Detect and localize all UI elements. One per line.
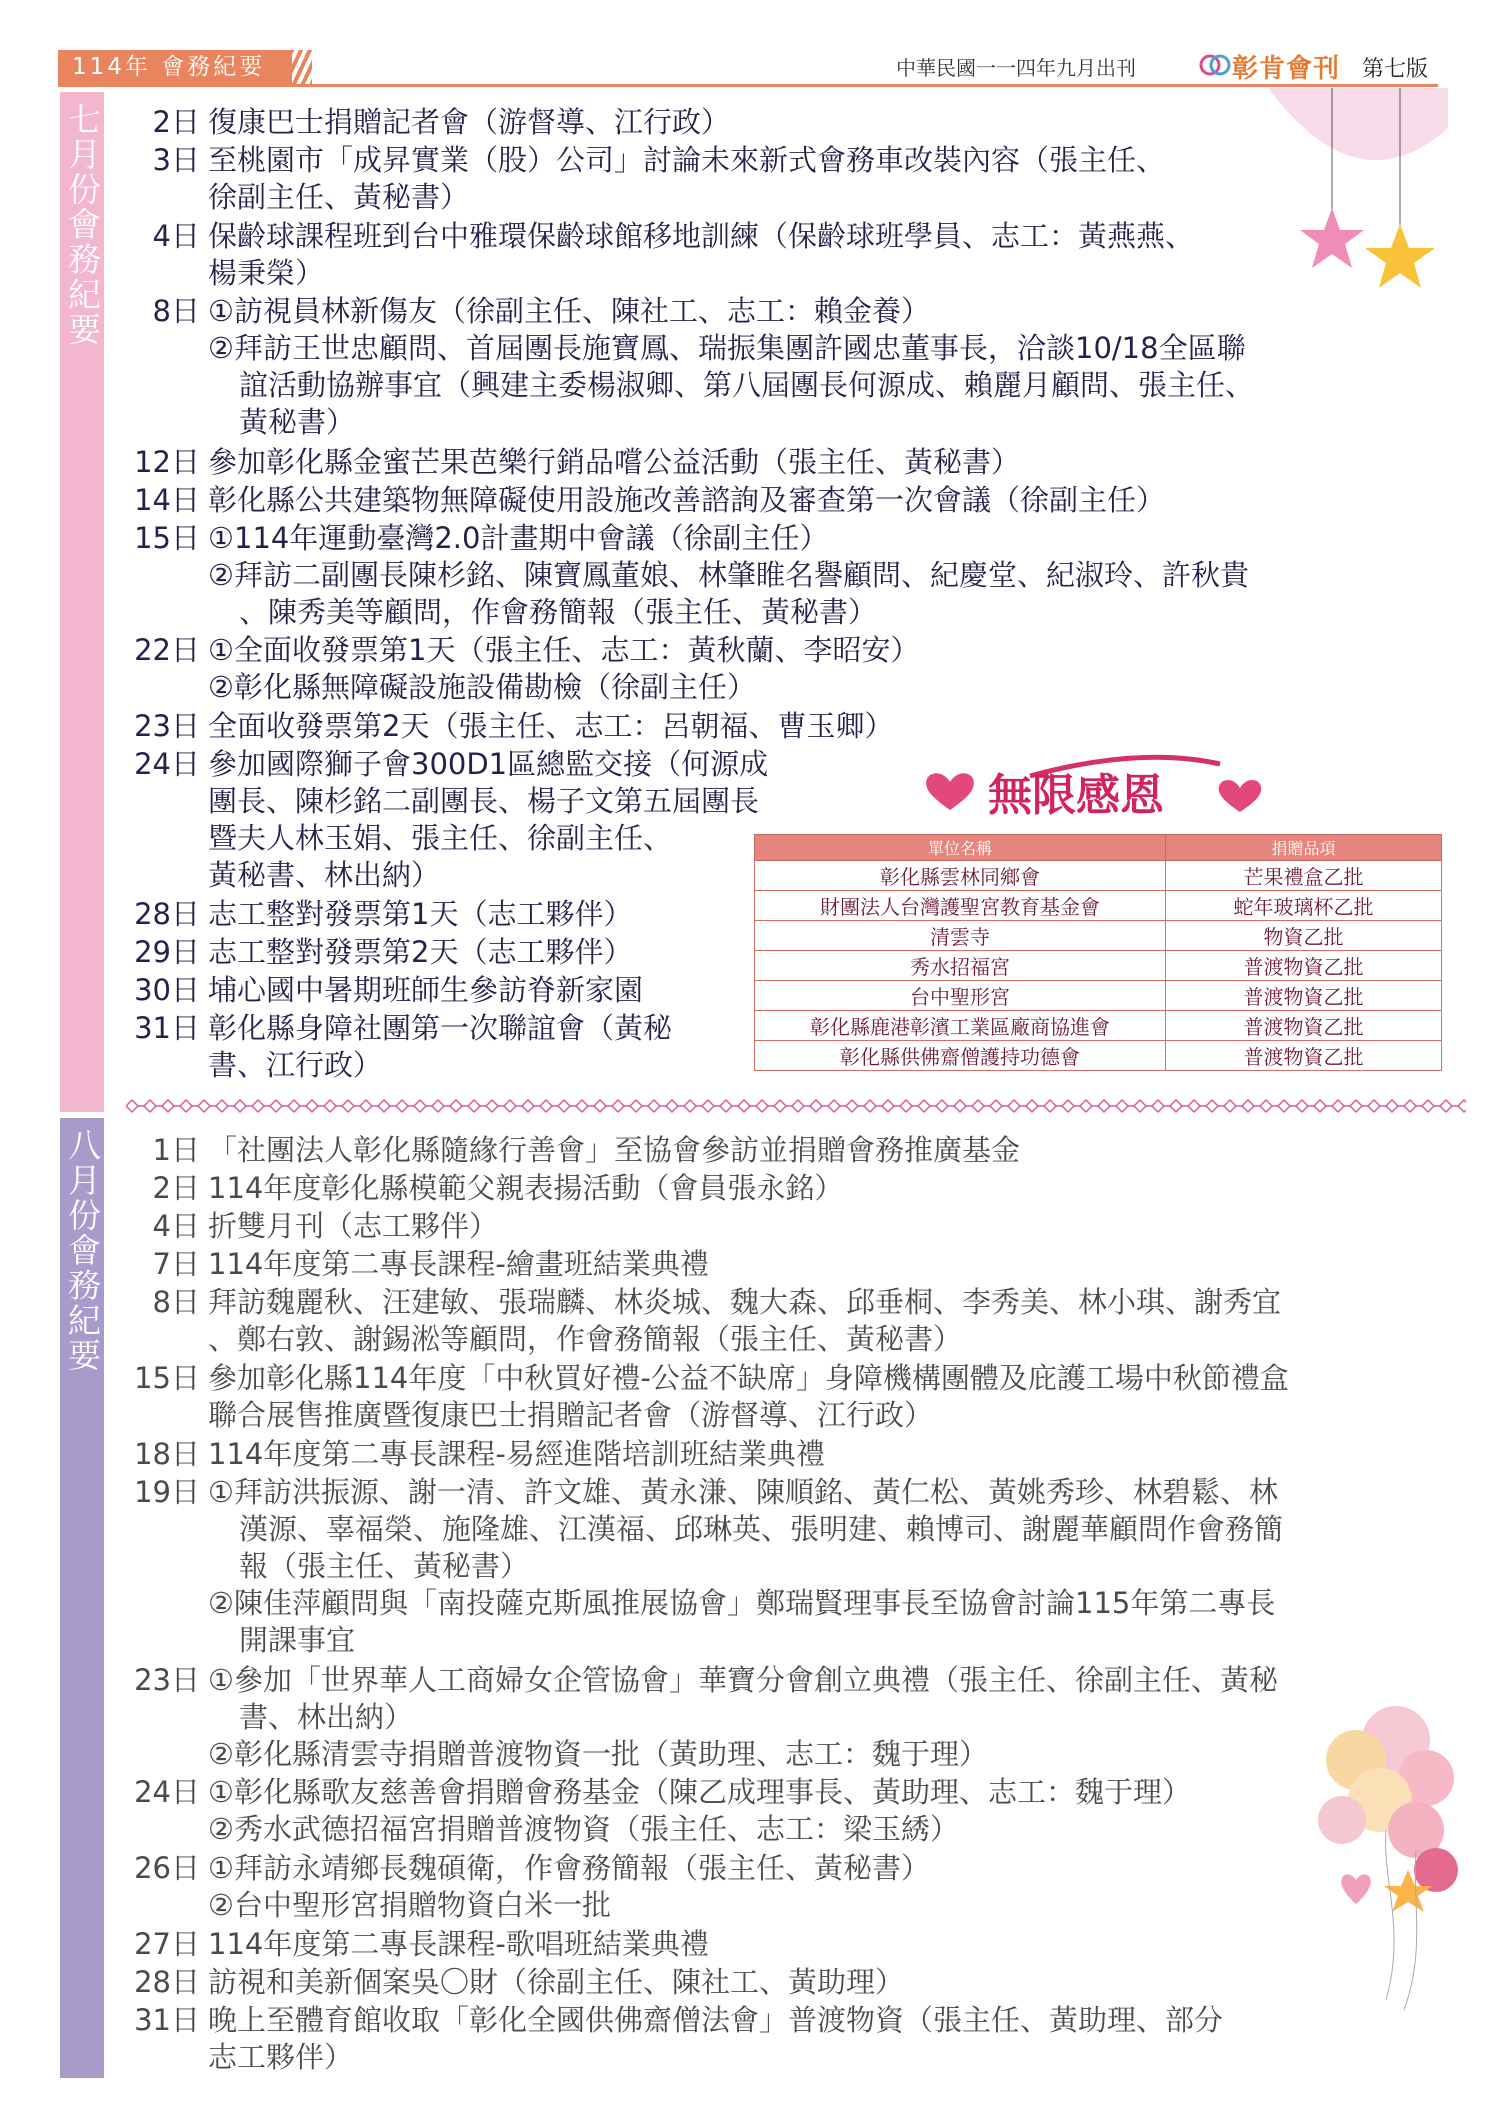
divider-diamond [306,1100,318,1112]
divider-diamond [756,1100,768,1112]
page-number: 第七版 [1362,57,1429,82]
entry-day: 26日 [134,1851,200,1885]
entry-day: 31日 [134,2003,200,2037]
entry-text: ①拜訪永靖鄉長魏碩衛，作會務簡報（張主任、黃秘書） ②台中聖形宮捐贈物資白米一批 [208,1851,930,1922]
table-row: 彰化縣鹿港彰濱工業區廠商協進會 普渡物資乙批 [755,1011,1442,1041]
entry-day: 31日 [134,1011,200,1045]
entry-text: 復康巴士捐贈記者會（游督導、江行政） [208,105,731,139]
entry-text: 114年度第二專長課程-易經進階培訓班結業典禮 [208,1437,825,1471]
divider-diamond [1008,1100,1020,1112]
star-decoration-icon [1248,88,1448,288]
entry-day: 28日 [134,897,200,931]
divider-diamond [1116,1100,1128,1112]
issue-date: 中華民國一一四年九月出刊 [896,56,1136,80]
section-tag: 114年 會務紀要 [58,50,292,84]
august-side-bar [60,1118,104,2078]
entry-day: 15日 [134,1361,200,1395]
divider-diamond [630,1100,642,1112]
divider-diamond [1458,1100,1466,1112]
publication-name: 彰肯會刊 [1232,54,1341,84]
divider-diamond [432,1100,444,1112]
entry-text: 114年度第二專長課程-歌唱班結業典禮 [208,1927,709,1961]
divider-diamond [1440,1100,1452,1112]
entry-text: 114年度彰化縣模範父親表揚活動（會員張永銘） [208,1171,844,1205]
entry-day: 1日 [152,1133,200,1167]
entry-text: 彰化縣身障社團第一次聯誼會（黃秘 書、江行政） [208,1011,673,1082]
entry-text: ①彰化縣歌友慈善會捐贈會務基金（陳乙成理事長、黃助理、志工：魏于理） ②秀水武德招福宮捐贈普渡物資（張主任、志工：梁玉綉） [208,1775,1191,1846]
divider-diamond [1278,1100,1290,1112]
divider-diamond [1404,1100,1416,1112]
divider-diamond [342,1100,354,1112]
divider-diamond [1170,1100,1182,1112]
entry-day: 2日 [152,105,200,139]
divider-diamond [1080,1100,1092,1112]
svg-text:無限感恩: 無限感恩 [988,770,1164,821]
divider-diamond [144,1100,156,1112]
divider-diamond [936,1100,948,1112]
divider-diamond [1368,1100,1380,1112]
divider-diamond [558,1100,570,1112]
entry-day: 4日 [152,1209,200,1243]
entry-day: 18日 [134,1437,200,1471]
entry-text: 志工整對發票第2天（志工夥伴） [208,935,633,969]
table-row: 彰化縣供佛齋僧護持功德會 普渡物資乙批 [755,1041,1442,1071]
entry-day: 23日 [134,1663,200,1697]
entry-text: ①114年運動臺灣2.0計畫期中會議（徐副主任） ②拜訪二副團長陳杉銘、陳寶鳳董娘、林肇睢名譽顧問、紀慶堂、紀淑玲、許秋貴 、陳秀美等顧問，作會務簡報（張主任、黃秘書） [208,521,1249,629]
entry-text: 志工整對發票第1天（志工夥伴） [208,897,633,931]
divider-diamond [216,1100,228,1112]
divider-diamond [1332,1100,1344,1112]
table-row: 財團法人台灣護聖宮教育基金會 蛇年玻璃杯乙批 [755,891,1442,921]
table-row: 秀水招福宮 普渡物資乙批 [755,951,1442,981]
divider-diamond [522,1100,534,1112]
table-row: 台中聖形宮 普渡物資乙批 [755,981,1442,1011]
entry-text: 參加國際獅子會300D1區總監交接（何源成 團長、陳杉銘二副團長、楊子文第五屆團長 暨夫人林玉娟、張主任、徐副主任、 黃秘書、林出納） [208,747,769,892]
divider-diamond [666,1100,678,1112]
table-row: 彰化縣雲林同鄉會 芒果禮盒乙批 [755,861,1442,891]
entry-text: 彰化縣公共建築物無障礙使用設施改善諮詢及審查第一次會議（徐副主任） [208,483,1166,517]
divider-diamond [540,1100,552,1112]
entry-text: 保齡球課程班到台中雅環保齡球館移地訓練（保齡球班學員、志工：黃燕燕、 楊秉榮） [208,219,1195,290]
entry-day: 29日 [134,935,200,969]
entry-text: 埔心國中暑期班師生參訪脊新家園 [208,973,644,1007]
divider-diamond [1026,1100,1038,1112]
divider-diamond [1242,1100,1254,1112]
column-header-unit: 單位名稱 [755,835,1166,861]
entry-text: ①參加「世界華人工商婦女企管協會」華寶分會創立典禮（張主任、徐副主任、黃秘 書、林出納） ②彰化縣清雲寺捐贈普渡物資一批（黃助理、志工：魏于理） [208,1663,1278,1771]
divider-diamond [1098,1100,1110,1112]
divider-diamond [702,1100,714,1112]
entry-day: 28日 [134,1965,200,1999]
divider-diamond [468,1100,480,1112]
divider-diamond [720,1100,732,1112]
august-label: 八月份會務紀要 [63,1128,102,1373]
entry-day: 30日 [134,973,200,1007]
divider-diamond [1350,1100,1362,1112]
divider-diamond [198,1100,210,1112]
column-header-item: 捐贈品項 [1166,835,1442,861]
divider-diamond [270,1100,282,1112]
divider-diamond [162,1100,174,1112]
divider-diamond [1134,1100,1146,1112]
thanks-title-graphic [920,752,1280,832]
divider-diamond [1314,1100,1326,1112]
divider-diamond [1386,1100,1398,1112]
table-row: 清雲寺 物資乙批 [755,921,1442,951]
thanks-table [754,834,1442,1071]
entry-text: ①全面收發票第1天（張主任、志工：黃秋蘭、李昭安） ②彰化縣無障礙設施設備勘檢（徐副主任） [208,633,920,704]
divider-diamond [180,1100,192,1112]
entry-day: 8日 [152,294,200,328]
divider-diamond [1152,1100,1164,1112]
entry-text: 114年度第二專長課程-繪畫班結業典禮 [208,1247,709,1281]
divider-diamond [810,1100,822,1112]
divider-diamond [918,1100,930,1112]
entry-day: 12日 [134,445,200,479]
section-divider [126,1098,1466,1114]
divider-diamond [990,1100,1002,1112]
entry-day: 22日 [134,633,200,667]
entry-day: 15日 [134,521,200,555]
divider-diamond [288,1100,300,1112]
entry-day: 23日 [134,709,200,743]
entry-text: 訪視和美新個案吳〇財（徐副主任、陳社工、黃助理） [208,1965,905,1999]
divider-diamond [828,1100,840,1112]
entry-day: 24日 [134,1775,200,1809]
divider-diamond [1062,1100,1074,1112]
tag-stripes [290,50,312,84]
divider-diamond [864,1100,876,1112]
entry-text: ①訪視員林新傷友（徐副主任、陳社工、志工：賴金養） ②拜訪王世忠顧問、首屆團長施寶鳳、瑞振集團許國忠董事長，洽談10/18全區聯 誼活動協辦事宜（興建主委楊淑卿、第八屆團長何源成、賴麗月顧問、張主任、 黃秘書） [208,294,1255,439]
divider-diamond [360,1100,372,1112]
divider-diamond [252,1100,264,1112]
divider-diamond [648,1100,660,1112]
entry-text: 參加彰化縣金蜜芒果芭樂行銷品嚐公益活動（張主任、黃秘書） [208,445,1021,479]
entry-text: 折雙月刊（志工夥伴） [208,1209,499,1243]
divider-diamond [1188,1100,1200,1112]
divider-diamond [684,1100,696,1112]
divider-diamond [450,1100,462,1112]
entry-day: 8日 [152,1285,200,1319]
divider-diamond [396,1100,408,1112]
divider-diamond [612,1100,624,1112]
entry-day: 7日 [152,1247,200,1281]
entry-text: 全面收發票第2天（張主任、志工：呂朝福、曹玉卿） [208,709,894,743]
divider-diamond [972,1100,984,1112]
entry-day: 2日 [152,1171,200,1205]
entry-day: 3日 [152,143,200,177]
divider-diamond [738,1100,750,1112]
entry-day: 14日 [134,483,200,517]
divider-diamond [792,1100,804,1112]
divider-diamond [1422,1100,1434,1112]
divider-diamond [594,1100,606,1112]
divider-diamond [504,1100,516,1112]
divider-diamond [486,1100,498,1112]
entry-text: 至桃園市「成昇實業（股）公司」討論未來新式會務車改裝內容（張主任、 徐副主任、黃秘書） [208,143,1166,214]
divider-diamond [774,1100,786,1112]
entry-day: 4日 [152,219,200,253]
entry-text: ①拜訪洪振源、謝一清、許文雄、黃永溓、陳順銘、黃仁松、黃姚秀珍、林碧鬆、林 漢源、辜福榮、施隆雄、江漢福、邱琳英、張明建、賴博司、謝麗華顧問作會務簡 報（張主任、黃秘書） ②陳佳萍顧問與「南投薩克斯風推展協會」鄭瑞賢理事長至協會討論115年第二專長 開課事宜 [208,1475,1284,1657]
divider-diamond [1224,1100,1236,1112]
entry-day: 27日 [134,1927,200,1961]
balloons-decoration-icon [1316,1700,1466,2040]
entry-day: 24日 [134,747,200,781]
entry-text: 晚上至體育館收取「彰化全國供佛齋僧法會」普渡物資（張主任、黃助理、部分 志工夥伴） [208,2003,1224,2074]
divider-diamond [846,1100,858,1112]
divider-diamond [126,1100,138,1112]
entry-text: 拜訪魏麗秋、汪建敏、張瑞麟、林炎城、魏大森、邱垂桐、李秀美、林小琪、謝秀宜 、鄭右敦、謝錫淞等顧問，作會務簡報（張主任、黃秘書） [208,1285,1282,1356]
divider-diamond [1206,1100,1218,1112]
divider-diamond [378,1100,390,1112]
divider-diamond [1260,1100,1272,1112]
divider-diamond [234,1100,246,1112]
entry-text: 參加彰化縣114年度「中秋買好禮-公益不缺席」身障機構團體及庇護工場中秋節禮盒 聯合展售推廣暨復康巴士捐贈記者會（游督導、江行政） [208,1361,1289,1432]
header-rule [58,84,1438,87]
divider-diamond [414,1100,426,1112]
divider-diamond [954,1100,966,1112]
divider-diamond [1044,1100,1056,1112]
divider-diamond [900,1100,912,1112]
divider-diamond [324,1100,336,1112]
entry-day: 19日 [134,1475,200,1509]
divider-diamond [1296,1100,1308,1112]
july-label: 七月份會務紀要 [63,102,102,347]
entry-text: 「社團法人彰化縣隨緣行善會」至協會參訪並捐贈會務推廣基金 [208,1133,1021,1167]
divider-diamond [576,1100,588,1112]
july-side-bar [60,92,104,1112]
divider-diamond [882,1100,894,1112]
